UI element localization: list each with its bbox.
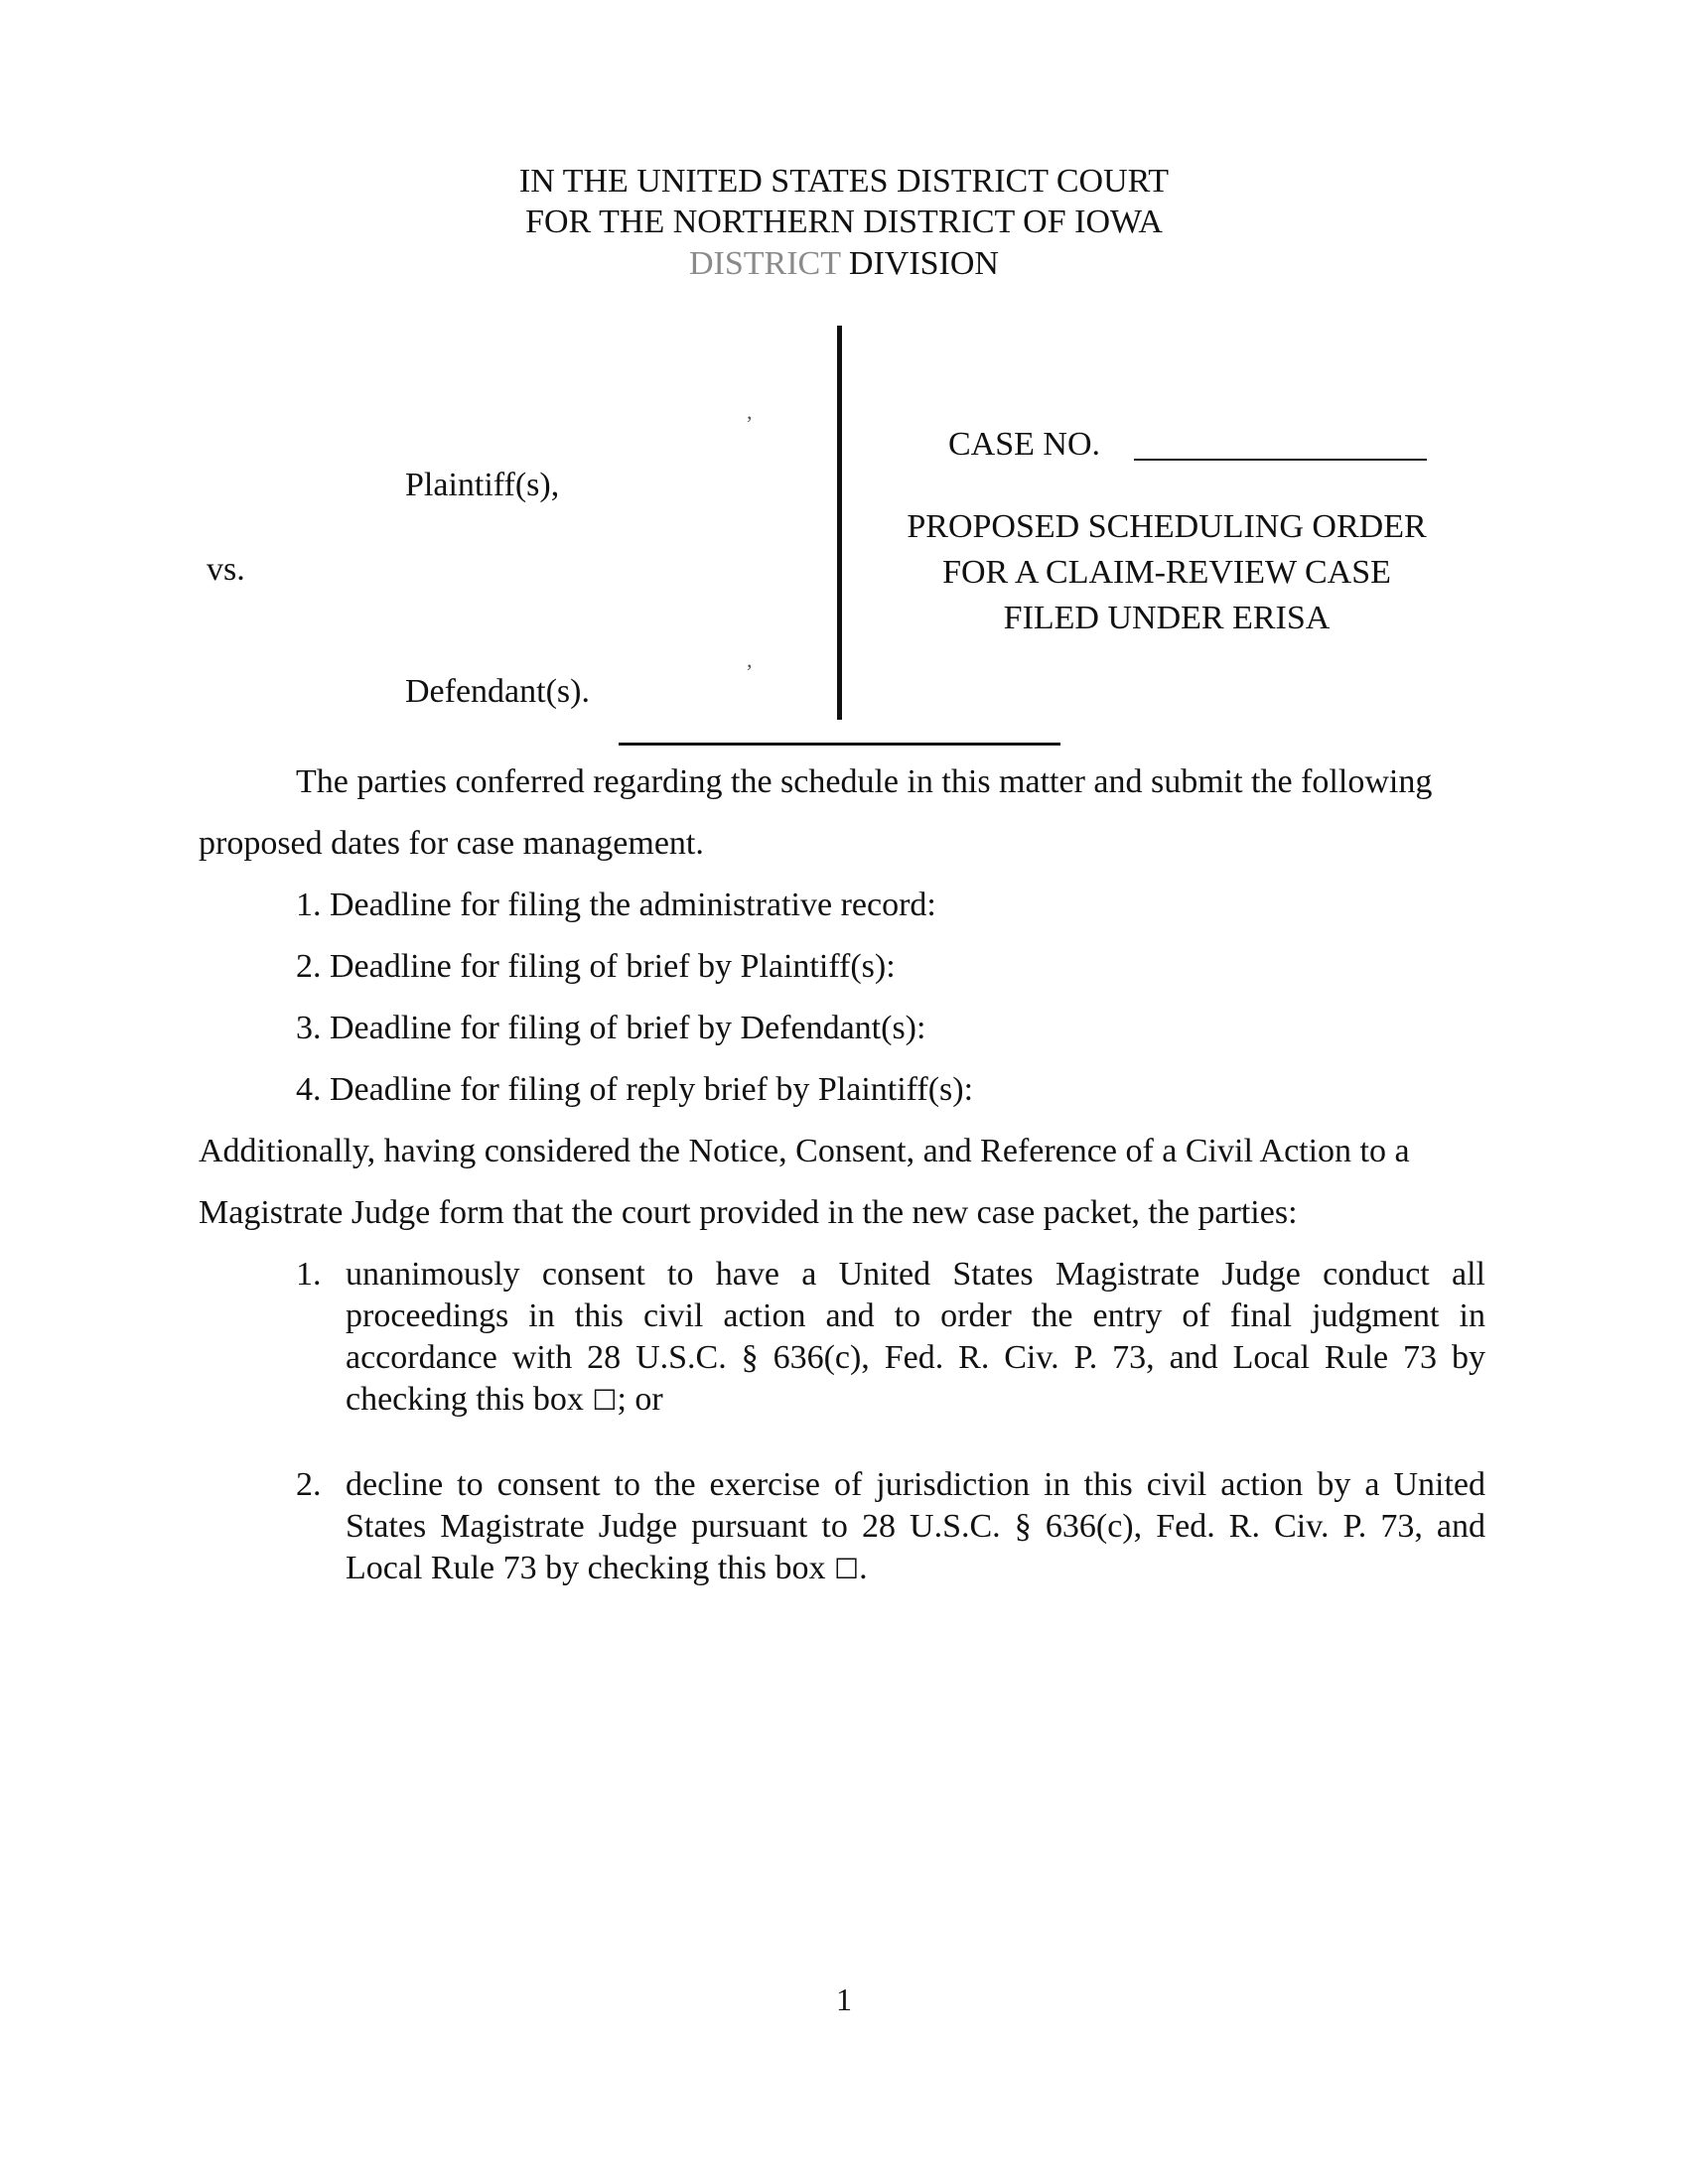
consent-checkbox[interactable]: ☐ — [592, 1384, 618, 1417]
option-1-text — [346, 1254, 1485, 1422]
page-number: 1 — [836, 1981, 852, 2017]
court-district-line: FOR THE NORTHERN DISTRICT OF IOWA — [525, 204, 1163, 240]
consent-intro-line-2: Magistrate Judge form that the court provided in the new case packet, the parties: — [199, 1194, 1298, 1231]
deadline-item-2: 2. Deadline for filing of brief by Plaintiff(s): — [296, 948, 896, 985]
case-number-label: CASE NO. — [948, 426, 1101, 463]
court-division-line — [0, 244, 1688, 284]
deadline-item-3: 3. Deadline for filing of brief by Defendant(s): — [296, 1010, 926, 1046]
option-2-body: decline to consent to the exercise of jurisdiction in this civil action by a United States Magistrate Judge pursuant to 28 U.S.C. § 636(c), Fed. R. Civ. P. 73, and Local Rule 73 by checking this box — [346, 1466, 1485, 1586]
defendant-name-comma: , — [747, 647, 753, 672]
option-1-body: unanimously consent to have a United States Magistrate Judge conduct all proceedings in this civil action and to order the entry of final judgment in accordance with 28 U.S.C. § 636(c), Fed. R. Civ. P. 73, and Local Rule 73 by checking this box — [346, 1256, 1485, 1418]
plaintiff-label: Plaintiff(s), — [405, 467, 560, 503]
title-line-2: FOR A CLAIM-REVIEW CASE — [942, 554, 1391, 591]
decline-checkbox[interactable]: ☐ — [833, 1553, 860, 1585]
deadline-item-1: 1. Deadline for filing the administrative record: — [296, 887, 936, 923]
defendant-label: Defendant(s). — [405, 673, 590, 710]
caption-vertical-divider — [837, 326, 842, 720]
option-2-number: 2. — [296, 1466, 322, 1503]
district-placeholder[interactable]: DISTRICT — [689, 245, 841, 282]
option-2-suffix: . — [859, 1550, 868, 1586]
deadline-item-4: 4. Deadline for filing of reply brief by Plaintiff(s): — [296, 1071, 974, 1108]
case-number-field[interactable] — [1134, 459, 1427, 461]
document-title — [854, 504, 1479, 641]
option-1-number: 1. — [296, 1256, 322, 1293]
option-2-text — [346, 1464, 1485, 1590]
plaintiff-name-comma: , — [747, 399, 753, 424]
vs-label: vs. — [207, 551, 245, 588]
title-line-1: PROPOSED SCHEDULING ORDER — [907, 508, 1427, 545]
intro-line-2: proposed dates for case management. — [199, 825, 704, 862]
title-line-3: FILED UNDER ERISA — [1003, 600, 1331, 636]
caption-bottom-rule — [619, 743, 1060, 746]
intro-line-1: The parties conferred regarding the schedule in this matter and submit the following — [296, 763, 1433, 800]
division-word: DIVISION — [848, 245, 999, 282]
court-name-line: IN THE UNITED STATES DISTRICT COURT — [518, 163, 1170, 200]
option-1-suffix: ; or — [617, 1381, 663, 1418]
consent-intro-line-1: Additionally, having considered the Notice, Consent, and Reference of a Civil Action to a — [199, 1133, 1410, 1169]
